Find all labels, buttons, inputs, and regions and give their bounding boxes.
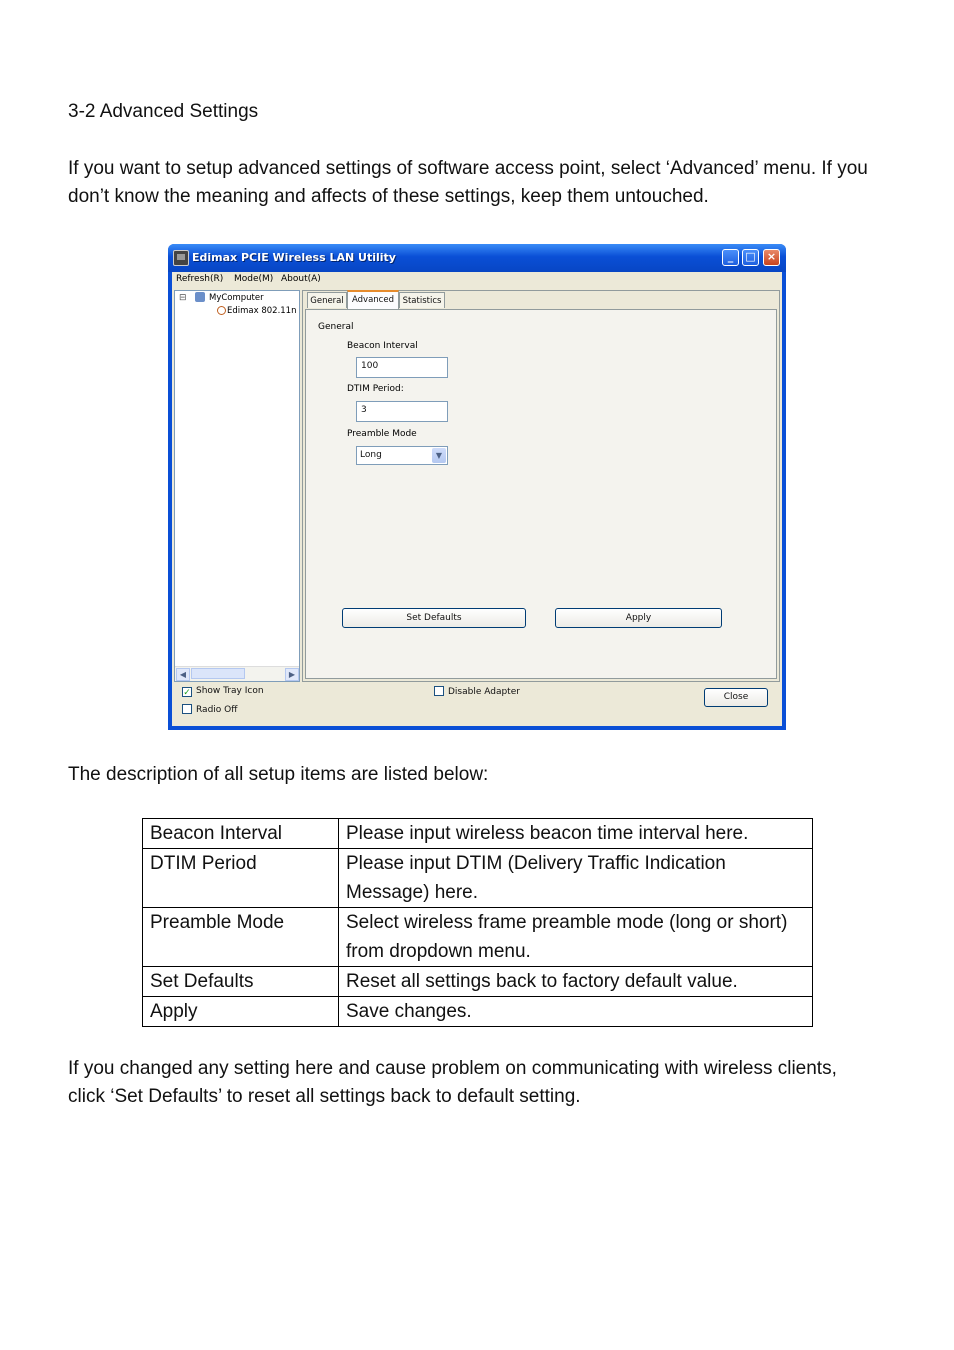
beacon-input[interactable]: 100 (356, 357, 448, 378)
app-icon (173, 250, 189, 266)
beacon-label: Beacon Interval (347, 341, 418, 351)
computer-icon (195, 292, 205, 302)
tree-adapter[interactable]: Edimax 802.11n (227, 306, 297, 316)
set-defaults-button[interactable]: Set Defaults (342, 608, 526, 628)
show-tray-checkbox[interactable] (182, 686, 264, 697)
table-row (143, 908, 813, 967)
checkbox-icon[interactable] (182, 704, 192, 714)
item-cell: DTIM Period (143, 849, 339, 908)
dtim-label: DTIM Period: (347, 384, 404, 394)
section-heading: 3-2 Advanced Settings (68, 101, 259, 122)
group-label: General (318, 322, 354, 332)
advanced-panel (305, 309, 777, 679)
scroll-left-icon[interactable]: ◀ (176, 668, 190, 681)
table-row (143, 967, 813, 997)
apply-button[interactable]: Apply (555, 608, 722, 628)
settings-table (142, 818, 813, 1027)
menu-bar (172, 272, 782, 288)
show-tray-label: Show Tray Icon (196, 686, 264, 696)
scroll-thumb[interactable] (191, 668, 245, 679)
scroll-right-icon[interactable]: ▶ (285, 668, 299, 681)
preamble-value: Long (360, 450, 382, 460)
chevron-down-icon[interactable]: ▼ (432, 448, 446, 463)
item-cell: Apply (143, 997, 339, 1027)
table-row (143, 819, 813, 849)
close-button[interactable]: Close (704, 688, 768, 707)
menu-mode[interactable]: Mode(M) (234, 274, 274, 284)
utility-window-screenshot (168, 244, 786, 730)
disable-adapter-checkbox[interactable] (434, 686, 520, 697)
window-client (172, 272, 782, 726)
tree-scrollbar[interactable] (175, 666, 299, 681)
preamble-label: Preamble Mode (347, 429, 417, 439)
item-cell: Set Defaults (143, 967, 339, 997)
tab-statistics[interactable]: Statistics (399, 292, 445, 308)
adapter-icon (217, 306, 226, 315)
minimize-icon[interactable]: _ (722, 249, 739, 266)
desc-cell: Save changes. (339, 997, 813, 1027)
dtim-input[interactable]: 3 (356, 401, 448, 422)
intro-paragraph: If you want to setup advanced settings of software access point, select ‘Advanced’ menu. If you don’t know the meaning and affects of these settings, keep them untouched. (68, 158, 868, 207)
desc-cell: Please input wireless beacon time interval here. (339, 819, 813, 849)
disable-adapter-label: Disable Adapter (448, 687, 520, 697)
tab-general[interactable]: General (307, 292, 347, 308)
item-cell: Preamble Mode (143, 908, 339, 967)
checkbox-checked-icon[interactable]: ✓ (183, 688, 191, 698)
maximize-icon[interactable]: □ (742, 249, 759, 266)
tab-control (302, 290, 780, 682)
radio-off-checkbox[interactable] (182, 704, 237, 715)
checkbox-icon[interactable] (434, 686, 444, 696)
title-bar (168, 244, 786, 272)
menu-about[interactable]: About(A) (281, 274, 321, 284)
device-tree (174, 290, 300, 682)
item-cell: Beacon Interval (143, 819, 339, 849)
tree-root[interactable]: MyComputer (209, 293, 264, 303)
desc-cell: Please input DTIM (Delivery Traffic Indication Message) here. (339, 849, 813, 908)
menu-refresh[interactable]: Refresh(R) (176, 274, 224, 284)
window-title: Edimax PCIE Wireless LAN Utility (192, 251, 396, 264)
desc-cell: Select wireless frame preamble mode (long or short) from dropdown menu. (339, 908, 813, 967)
tree-expander-icon[interactable]: ⊟ (179, 293, 187, 303)
table-row (143, 997, 813, 1027)
table-intro: The description of all setup items are listed below: (68, 764, 489, 785)
preamble-select[interactable] (356, 446, 448, 465)
tab-advanced[interactable]: Advanced (347, 290, 399, 309)
close-icon[interactable]: × (763, 249, 780, 266)
radio-off-label: Radio Off (196, 705, 238, 715)
desc-cell: Reset all settings back to factory default value. (339, 967, 813, 997)
table-row (143, 849, 813, 908)
outro-paragraph: If you changed any setting here and cause problem on communicating with wireless clients, click ‘Set Defaults’ to reset all settings back to default setting. (68, 1058, 837, 1107)
